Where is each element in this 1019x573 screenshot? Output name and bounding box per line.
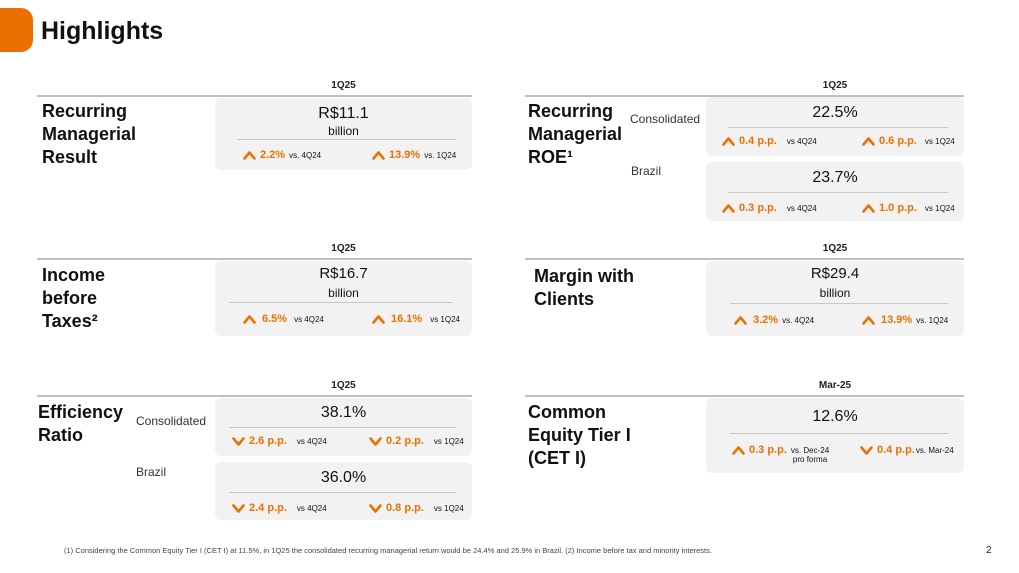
arrow-up-icon (862, 315, 875, 326)
delta-vs-prev-quarter: 3.2% vs. 4Q24 (734, 314, 814, 326)
metric-value: R$29.4 (810, 265, 860, 282)
arrow-down-icon (860, 445, 873, 456)
arrow-up-icon (372, 314, 385, 325)
card-divider (229, 492, 456, 493)
metric-card-income-before-taxes (215, 261, 472, 336)
metric-value: R$11.1 (318, 105, 369, 122)
delta-vs-prev-year: 0.2 p.p. vs 1Q24 (369, 435, 464, 447)
metric-card-efficiency-brazil (215, 462, 472, 520)
delta-vs-prev-quarter: 6.5% vs 4Q24 (243, 313, 324, 325)
delta-vs-prev-quarter: 2.4 p.p. vs 4Q24 (232, 502, 327, 514)
arrow-up-icon (243, 314, 256, 325)
card-divider (728, 127, 948, 128)
metric-card-recurring-result (215, 98, 472, 170)
metric-value: R$16.7 (319, 265, 368, 282)
arrow-up-icon (243, 150, 256, 161)
metric-value: 12.6% (812, 408, 858, 425)
metric-card-roe-brazil (706, 162, 964, 221)
delta-vs-prev-year: 0.8 p.p. vs 1Q24 (369, 502, 464, 514)
metric-name-income-before-taxes: Income before Taxes² (42, 265, 106, 331)
card-divider (229, 302, 452, 303)
metric-value: 36.0% (320, 469, 367, 486)
brazil-label: Brazil (136, 465, 167, 479)
card-divider (730, 303, 948, 304)
delta-vs-prev-year: 13.9% vs. 1Q24 (862, 314, 948, 326)
arrow-down-icon (232, 436, 245, 447)
footnote: (1) Considering the Common Equity Tier I (CET I) at 11.5%, in 1Q25 the consolidated recurring managerial return would be 24.4% and 25.9% in Brazil. (2) Income before tax and minority interests. (64, 546, 712, 555)
metric-name-margin-with-clients: Margin with Clients (534, 266, 634, 309)
metric-value: 22.5% (812, 104, 858, 121)
arrow-down-icon (369, 503, 382, 514)
metric-card-margin-with-clients (706, 261, 964, 336)
delta-vs-prev-quarter: 0.4 p.p. vs 4Q24 (722, 135, 817, 147)
page-title: Highlights (41, 17, 164, 45)
consolidated-label: Consolidated (630, 112, 701, 126)
arrow-up-icon (734, 315, 747, 326)
metric-card-roe-consolidated (706, 97, 964, 156)
card-divider (728, 192, 948, 193)
metric-card-efficiency-consolidated (215, 398, 472, 456)
period-label: 1Q25 (822, 80, 848, 91)
period-label: 1Q25 (331, 380, 356, 391)
section-divider (525, 258, 964, 260)
brand-accent-bar (0, 8, 33, 52)
metric-value: 23.7% (812, 169, 858, 186)
period-label: 1Q25 (822, 243, 848, 254)
arrow-up-icon (372, 150, 385, 161)
metric-card-cet1 (706, 398, 964, 473)
arrow-down-icon (369, 436, 382, 447)
delta-vs-prev-quarter: 2.6 p.p. vs 4Q24 (232, 435, 327, 447)
arrow-up-icon (862, 136, 875, 147)
period-label: Mar-25 (818, 380, 852, 391)
arrow-up-icon (732, 445, 745, 456)
arrow-up-icon (862, 203, 875, 214)
metric-unit: billion (328, 286, 359, 300)
arrow-down-icon (232, 503, 245, 514)
delta-vs-prev-quarter: 0.3 p.p. vs. Dec-24 pro forma (732, 444, 829, 464)
consolidated-label: Consolidated (136, 414, 207, 428)
section-divider (525, 395, 964, 397)
card-divider (229, 427, 456, 428)
delta-vs-prev-quarter: 2.2% vs. 4Q24 (243, 149, 321, 161)
metric-unit: billion (819, 286, 851, 300)
section-divider (37, 258, 472, 260)
metric-unit: billion (328, 124, 359, 138)
delta-vs-prev-year: 0.6 p.p. vs 1Q24 (862, 135, 955, 147)
delta-vs-prev-year: 1.0 p.p. vs 1Q24 (862, 202, 955, 214)
card-divider (730, 433, 948, 434)
brazil-label: Brazil (631, 164, 662, 178)
page-number: 2 (986, 545, 992, 556)
delta-vs-prev-quarter: 0.3 p.p. vs 4Q24 (722, 202, 817, 214)
arrow-up-icon (722, 203, 735, 214)
metric-name-efficiency-ratio: Efficiency Ratio (38, 402, 124, 445)
arrow-up-icon (722, 136, 735, 147)
section-divider (37, 95, 472, 97)
card-divider (237, 139, 456, 140)
delta-vs-prev-year: 13.9% vs. 1Q24 (372, 149, 456, 161)
delta-vs-prev-year: 16.1% vs 1Q24 (372, 313, 460, 325)
delta-vs-prev-year: 0.4 p.p. vs. Mar-24 (860, 444, 954, 456)
metric-name-recurring-result: Recurring Managerial Result (42, 101, 137, 167)
period-label: 1Q25 (331, 243, 356, 254)
period-label: 1Q25 (331, 80, 356, 91)
section-divider (37, 395, 472, 397)
metric-name-cet1: Common Equity Tier I (CET I) (528, 402, 631, 468)
metric-value: 38.1% (320, 404, 367, 421)
metric-name-roe: Recurring Managerial ROE¹ (528, 101, 623, 167)
